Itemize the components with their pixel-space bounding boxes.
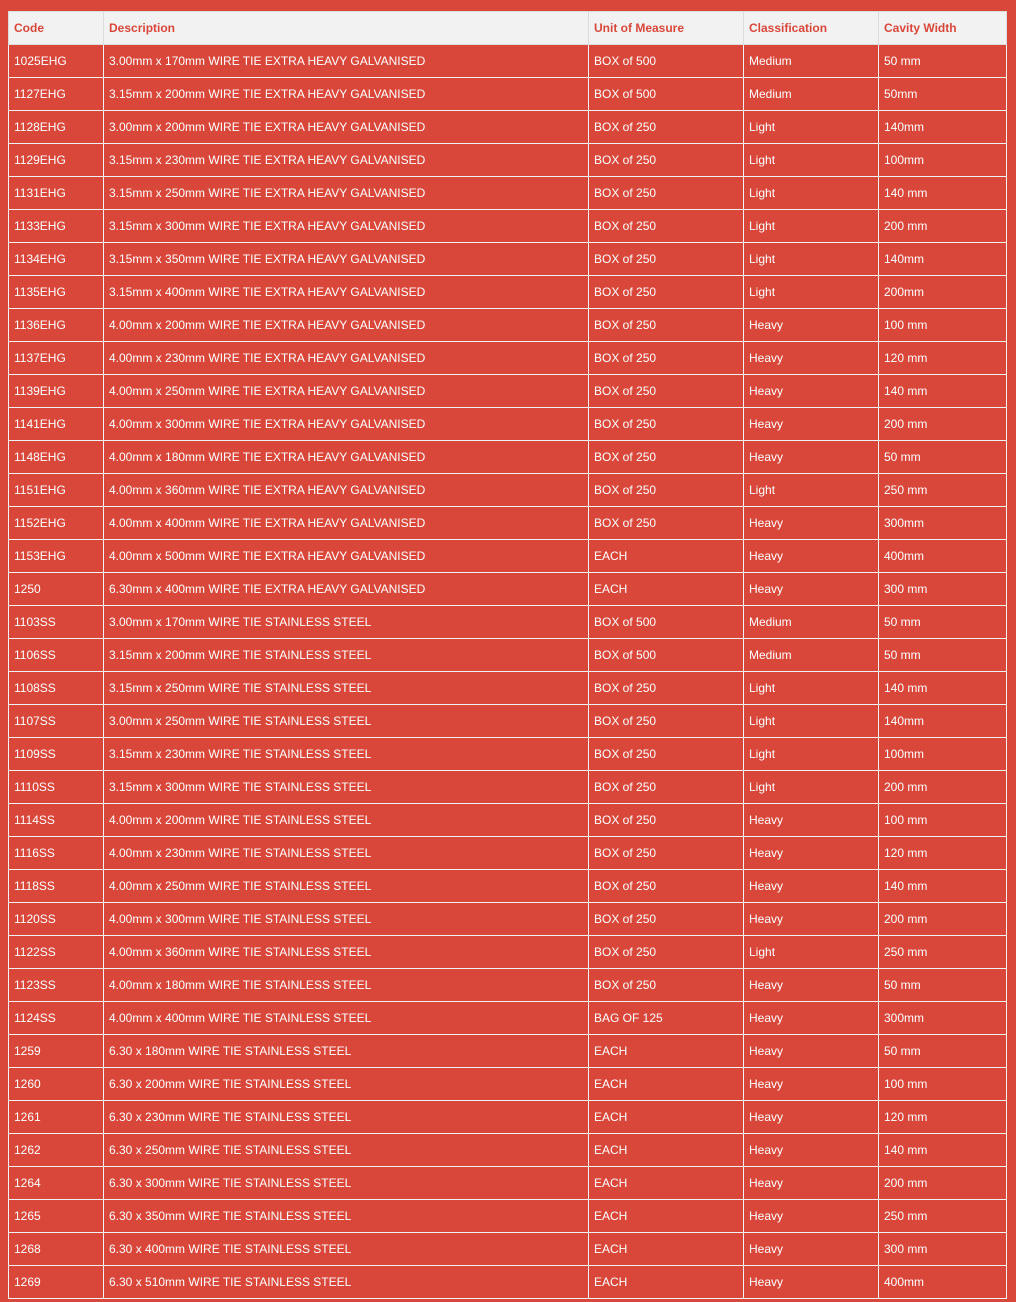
code-cell: 1250 bbox=[9, 573, 104, 606]
code-cell: 1133EHG bbox=[9, 210, 104, 243]
unit-of-measure-cell: BOX of 250 bbox=[589, 738, 744, 771]
table-row bbox=[9, 540, 1007, 573]
cavity-width-cell: 400mm bbox=[879, 540, 1007, 573]
cavity-width-cell: 120 mm bbox=[879, 837, 1007, 870]
description-cell: 6.30 x 250mm WIRE TIE STAINLESS STEEL bbox=[104, 1134, 589, 1167]
description-cell: 3.15mm x 230mm WIRE TIE EXTRA HEAVY GALVANISED bbox=[104, 144, 589, 177]
classification-cell: Heavy bbox=[744, 1101, 879, 1134]
table-row bbox=[9, 738, 1007, 771]
table-row bbox=[9, 474, 1007, 507]
classification-cell: Light bbox=[744, 738, 879, 771]
table-body bbox=[9, 45, 1007, 1299]
unit-of-measure-cell: BOX of 250 bbox=[589, 243, 744, 276]
description-cell: 6.30 x 510mm WIRE TIE STAINLESS STEEL bbox=[104, 1266, 589, 1299]
cavity-width-cell: 50 mm bbox=[879, 969, 1007, 1002]
code-cell: 1261 bbox=[9, 1101, 104, 1134]
unit-of-measure-cell: EACH bbox=[589, 1068, 744, 1101]
code-cell: 1134EHG bbox=[9, 243, 104, 276]
code-cell: 1107SS bbox=[9, 705, 104, 738]
cavity-width-cell: 300mm bbox=[879, 507, 1007, 540]
classification-cell: Light bbox=[744, 474, 879, 507]
unit-of-measure-cell: BOX of 250 bbox=[589, 903, 744, 936]
unit-of-measure-cell: BOX of 250 bbox=[589, 672, 744, 705]
table-row bbox=[9, 408, 1007, 441]
table-row bbox=[9, 45, 1007, 78]
classification-cell: Heavy bbox=[744, 342, 879, 375]
table-row bbox=[9, 1233, 1007, 1266]
description-cell: 4.00mm x 230mm WIRE TIE STAINLESS STEEL bbox=[104, 837, 589, 870]
code-cell: 1260 bbox=[9, 1068, 104, 1101]
code-cell: 1124SS bbox=[9, 1002, 104, 1035]
description-cell: 3.15mm x 300mm WIRE TIE EXTRA HEAVY GALVANISED bbox=[104, 210, 589, 243]
unit-of-measure-cell: BOX of 250 bbox=[589, 771, 744, 804]
classification-cell: Heavy bbox=[744, 309, 879, 342]
table-row bbox=[9, 936, 1007, 969]
unit-of-measure-cell: EACH bbox=[589, 540, 744, 573]
table-row bbox=[9, 177, 1007, 210]
description-cell: 4.00mm x 360mm WIRE TIE EXTRA HEAVY GALVANISED bbox=[104, 474, 589, 507]
code-cell: 1110SS bbox=[9, 771, 104, 804]
description-cell: 3.15mm x 400mm WIRE TIE EXTRA HEAVY GALVANISED bbox=[104, 276, 589, 309]
code-cell: 1259 bbox=[9, 1035, 104, 1068]
cavity-width-cell: 400mm bbox=[879, 1266, 1007, 1299]
unit-of-measure-cell: EACH bbox=[589, 1167, 744, 1200]
code-cell: 1269 bbox=[9, 1266, 104, 1299]
code-cell: 1106SS bbox=[9, 639, 104, 672]
code-cell: 1109SS bbox=[9, 738, 104, 771]
unit-of-measure-cell: EACH bbox=[589, 1200, 744, 1233]
unit-of-measure-cell: EACH bbox=[589, 573, 744, 606]
cavity-width-cell: 140 mm bbox=[879, 375, 1007, 408]
unit-of-measure-cell: BOX of 250 bbox=[589, 936, 744, 969]
code-cell: 1123SS bbox=[9, 969, 104, 1002]
cavity-width-cell: 200 mm bbox=[879, 903, 1007, 936]
table-row bbox=[9, 672, 1007, 705]
table-row bbox=[9, 1200, 1007, 1233]
header-code[interactable]: Code bbox=[9, 12, 104, 45]
unit-of-measure-cell: BOX of 250 bbox=[589, 441, 744, 474]
unit-of-measure-cell: BOX of 500 bbox=[589, 606, 744, 639]
code-cell: 1264 bbox=[9, 1167, 104, 1200]
description-cell: 4.00mm x 500mm WIRE TIE EXTRA HEAVY GALVANISED bbox=[104, 540, 589, 573]
classification-cell: Light bbox=[744, 144, 879, 177]
code-cell: 1139EHG bbox=[9, 375, 104, 408]
classification-cell: Heavy bbox=[744, 540, 879, 573]
description-cell: 4.00mm x 250mm WIRE TIE EXTRA HEAVY GALVANISED bbox=[104, 375, 589, 408]
table-header-row bbox=[9, 12, 1007, 45]
cavity-width-cell: 140 mm bbox=[879, 177, 1007, 210]
description-cell: 4.00mm x 180mm WIRE TIE EXTRA HEAVY GALVANISED bbox=[104, 441, 589, 474]
unit-of-measure-cell: BOX of 500 bbox=[589, 45, 744, 78]
cavity-width-cell: 140mm bbox=[879, 111, 1007, 144]
classification-cell: Heavy bbox=[744, 1233, 879, 1266]
table-row bbox=[9, 606, 1007, 639]
description-cell: 4.00mm x 400mm WIRE TIE STAINLESS STEEL bbox=[104, 1002, 589, 1035]
description-cell: 4.00mm x 400mm WIRE TIE EXTRA HEAVY GALVANISED bbox=[104, 507, 589, 540]
code-cell: 1137EHG bbox=[9, 342, 104, 375]
code-cell: 1135EHG bbox=[9, 276, 104, 309]
table-row bbox=[9, 441, 1007, 474]
description-cell: 4.00mm x 200mm WIRE TIE STAINLESS STEEL bbox=[104, 804, 589, 837]
description-cell: 3.15mm x 250mm WIRE TIE STAINLESS STEEL bbox=[104, 672, 589, 705]
table-row bbox=[9, 837, 1007, 870]
unit-of-measure-cell: BOX of 250 bbox=[589, 969, 744, 1002]
description-cell: 3.15mm x 230mm WIRE TIE STAINLESS STEEL bbox=[104, 738, 589, 771]
classification-cell: Light bbox=[744, 771, 879, 804]
unit-of-measure-cell: BOX of 250 bbox=[589, 507, 744, 540]
cavity-width-cell: 140mm bbox=[879, 243, 1007, 276]
classification-cell: Light bbox=[744, 936, 879, 969]
table-row bbox=[9, 111, 1007, 144]
cavity-width-cell: 140 mm bbox=[879, 672, 1007, 705]
table-row bbox=[9, 573, 1007, 606]
unit-of-measure-cell: BOX of 250 bbox=[589, 276, 744, 309]
table-row bbox=[9, 309, 1007, 342]
description-cell: 4.00mm x 180mm WIRE TIE STAINLESS STEEL bbox=[104, 969, 589, 1002]
description-cell: 6.30 x 230mm WIRE TIE STAINLESS STEEL bbox=[104, 1101, 589, 1134]
classification-cell: Light bbox=[744, 177, 879, 210]
table-row bbox=[9, 210, 1007, 243]
code-cell: 1151EHG bbox=[9, 474, 104, 507]
table-row bbox=[9, 870, 1007, 903]
description-cell: 3.15mm x 200mm WIRE TIE STAINLESS STEEL bbox=[104, 639, 589, 672]
description-cell: 4.00mm x 250mm WIRE TIE STAINLESS STEEL bbox=[104, 870, 589, 903]
unit-of-measure-cell: BOX of 250 bbox=[589, 144, 744, 177]
cavity-width-cell: 100 mm bbox=[879, 804, 1007, 837]
cavity-width-cell: 140 mm bbox=[879, 1134, 1007, 1167]
code-cell: 1116SS bbox=[9, 837, 104, 870]
table-row bbox=[9, 771, 1007, 804]
code-cell: 1265 bbox=[9, 1200, 104, 1233]
classification-cell: Heavy bbox=[744, 1068, 879, 1101]
unit-of-measure-cell: BOX of 250 bbox=[589, 804, 744, 837]
header-unit-of-measure[interactable]: Unit of Measure bbox=[589, 12, 744, 45]
table-row bbox=[9, 1134, 1007, 1167]
cavity-width-cell: 100mm bbox=[879, 738, 1007, 771]
table-row bbox=[9, 1002, 1007, 1035]
cavity-width-cell: 200 mm bbox=[879, 408, 1007, 441]
code-cell: 1103SS bbox=[9, 606, 104, 639]
code-cell: 1025EHG bbox=[9, 45, 104, 78]
description-cell: 3.15mm x 350mm WIRE TIE EXTRA HEAVY GALVANISED bbox=[104, 243, 589, 276]
code-cell: 1120SS bbox=[9, 903, 104, 936]
classification-cell: Light bbox=[744, 210, 879, 243]
description-cell: 4.00mm x 230mm WIRE TIE EXTRA HEAVY GALVANISED bbox=[104, 342, 589, 375]
table-row bbox=[9, 375, 1007, 408]
cavity-width-cell: 50 mm bbox=[879, 639, 1007, 672]
table-row bbox=[9, 969, 1007, 1002]
header-classification[interactable]: Classification bbox=[744, 12, 879, 45]
code-cell: 1129EHG bbox=[9, 144, 104, 177]
cavity-width-cell: 200 mm bbox=[879, 771, 1007, 804]
table-row bbox=[9, 1266, 1007, 1299]
description-cell: 3.00mm x 170mm WIRE TIE STAINLESS STEEL bbox=[104, 606, 589, 639]
cavity-width-cell: 140mm bbox=[879, 705, 1007, 738]
description-cell: 4.00mm x 360mm WIRE TIE STAINLESS STEEL bbox=[104, 936, 589, 969]
cavity-width-cell: 250 mm bbox=[879, 936, 1007, 969]
classification-cell: Heavy bbox=[744, 870, 879, 903]
table-row bbox=[9, 78, 1007, 111]
cavity-width-cell: 120 mm bbox=[879, 1101, 1007, 1134]
description-cell: 6.30mm x 400mm WIRE TIE EXTRA HEAVY GALVANISED bbox=[104, 573, 589, 606]
classification-cell: Heavy bbox=[744, 1134, 879, 1167]
product-table bbox=[8, 11, 1007, 1299]
unit-of-measure-cell: BOX of 250 bbox=[589, 210, 744, 243]
cavity-width-cell: 200 mm bbox=[879, 210, 1007, 243]
code-cell: 1114SS bbox=[9, 804, 104, 837]
description-cell: 3.15mm x 250mm WIRE TIE EXTRA HEAVY GALVANISED bbox=[104, 177, 589, 210]
table-row bbox=[9, 144, 1007, 177]
cavity-width-cell: 100 mm bbox=[879, 1068, 1007, 1101]
unit-of-measure-cell: BOX of 500 bbox=[589, 639, 744, 672]
classification-cell: Light bbox=[744, 276, 879, 309]
cavity-width-cell: 50mm bbox=[879, 78, 1007, 111]
unit-of-measure-cell: BOX of 250 bbox=[589, 408, 744, 441]
description-cell: 3.00mm x 170mm WIRE TIE EXTRA HEAVY GALVANISED bbox=[104, 45, 589, 78]
unit-of-measure-cell: BOX of 250 bbox=[589, 705, 744, 738]
classification-cell: Medium bbox=[744, 78, 879, 111]
code-cell: 1262 bbox=[9, 1134, 104, 1167]
classification-cell: Heavy bbox=[744, 903, 879, 936]
classification-cell: Heavy bbox=[744, 1035, 879, 1068]
table-row bbox=[9, 507, 1007, 540]
code-cell: 1127EHG bbox=[9, 78, 104, 111]
table-row bbox=[9, 1167, 1007, 1200]
table-row bbox=[9, 243, 1007, 276]
classification-cell: Heavy bbox=[744, 1167, 879, 1200]
table-row bbox=[9, 1068, 1007, 1101]
unit-of-measure-cell: BOX of 250 bbox=[589, 309, 744, 342]
cavity-width-cell: 100mm bbox=[879, 144, 1007, 177]
unit-of-measure-cell: BAG OF 125 bbox=[589, 1002, 744, 1035]
classification-cell: Heavy bbox=[744, 408, 879, 441]
unit-of-measure-cell: BOX of 250 bbox=[589, 177, 744, 210]
table-row bbox=[9, 705, 1007, 738]
cavity-width-cell: 250 mm bbox=[879, 1200, 1007, 1233]
table-row bbox=[9, 342, 1007, 375]
unit-of-measure-cell: EACH bbox=[589, 1266, 744, 1299]
code-cell: 1268 bbox=[9, 1233, 104, 1266]
cavity-width-cell: 200mm bbox=[879, 276, 1007, 309]
code-cell: 1136EHG bbox=[9, 309, 104, 342]
unit-of-measure-cell: BOX of 250 bbox=[589, 111, 744, 144]
classification-cell: Heavy bbox=[744, 804, 879, 837]
code-cell: 1122SS bbox=[9, 936, 104, 969]
cavity-width-cell: 250 mm bbox=[879, 474, 1007, 507]
cavity-width-cell: 300 mm bbox=[879, 1233, 1007, 1266]
classification-cell: Heavy bbox=[744, 1002, 879, 1035]
classification-cell: Light bbox=[744, 705, 879, 738]
classification-cell: Medium bbox=[744, 45, 879, 78]
cavity-width-cell: 200 mm bbox=[879, 1167, 1007, 1200]
code-cell: 1141EHG bbox=[9, 408, 104, 441]
header-cavity-width[interactable]: Cavity Width bbox=[879, 12, 1007, 45]
description-cell: 4.00mm x 300mm WIRE TIE EXTRA HEAVY GALVANISED bbox=[104, 408, 589, 441]
classification-cell: Heavy bbox=[744, 573, 879, 606]
code-cell: 1148EHG bbox=[9, 441, 104, 474]
description-cell: 6.30 x 300mm WIRE TIE STAINLESS STEEL bbox=[104, 1167, 589, 1200]
unit-of-measure-cell: EACH bbox=[589, 1233, 744, 1266]
classification-cell: Heavy bbox=[744, 1266, 879, 1299]
unit-of-measure-cell: BOX of 250 bbox=[589, 837, 744, 870]
classification-cell: Light bbox=[744, 243, 879, 276]
cavity-width-cell: 120 mm bbox=[879, 342, 1007, 375]
table-row bbox=[9, 276, 1007, 309]
unit-of-measure-cell: BOX of 250 bbox=[589, 870, 744, 903]
cavity-width-cell: 50 mm bbox=[879, 45, 1007, 78]
description-cell: 6.30 x 200mm WIRE TIE STAINLESS STEEL bbox=[104, 1068, 589, 1101]
cavity-width-cell: 140 mm bbox=[879, 870, 1007, 903]
description-cell: 3.15mm x 300mm WIRE TIE STAINLESS STEEL bbox=[104, 771, 589, 804]
unit-of-measure-cell: EACH bbox=[589, 1134, 744, 1167]
table-row bbox=[9, 903, 1007, 936]
cavity-width-cell: 300mm bbox=[879, 1002, 1007, 1035]
classification-cell: Heavy bbox=[744, 1200, 879, 1233]
code-cell: 1108SS bbox=[9, 672, 104, 705]
table-row bbox=[9, 804, 1007, 837]
description-cell: 4.00mm x 300mm WIRE TIE STAINLESS STEEL bbox=[104, 903, 589, 936]
unit-of-measure-cell: BOX of 500 bbox=[589, 78, 744, 111]
classification-cell: Medium bbox=[744, 606, 879, 639]
cavity-width-cell: 300 mm bbox=[879, 573, 1007, 606]
description-cell: 3.15mm x 200mm WIRE TIE EXTRA HEAVY GALVANISED bbox=[104, 78, 589, 111]
code-cell: 1118SS bbox=[9, 870, 104, 903]
header-description[interactable]: Description bbox=[104, 12, 589, 45]
code-cell: 1128EHG bbox=[9, 111, 104, 144]
unit-of-measure-cell: BOX of 250 bbox=[589, 375, 744, 408]
description-cell: 3.00mm x 200mm WIRE TIE EXTRA HEAVY GALVANISED bbox=[104, 111, 589, 144]
classification-cell: Heavy bbox=[744, 375, 879, 408]
classification-cell: Heavy bbox=[744, 507, 879, 540]
cavity-width-cell: 50 mm bbox=[879, 606, 1007, 639]
cavity-width-cell: 100 mm bbox=[879, 309, 1007, 342]
description-cell: 3.00mm x 250mm WIRE TIE STAINLESS STEEL bbox=[104, 705, 589, 738]
table-row bbox=[9, 1035, 1007, 1068]
classification-cell: Light bbox=[744, 672, 879, 705]
cavity-width-cell: 50 mm bbox=[879, 441, 1007, 474]
classification-cell: Light bbox=[744, 111, 879, 144]
classification-cell: Heavy bbox=[744, 837, 879, 870]
unit-of-measure-cell: EACH bbox=[589, 1101, 744, 1134]
description-cell: 4.00mm x 200mm WIRE TIE EXTRA HEAVY GALVANISED bbox=[104, 309, 589, 342]
table-row bbox=[9, 639, 1007, 672]
description-cell: 6.30 x 400mm WIRE TIE STAINLESS STEEL bbox=[104, 1233, 589, 1266]
unit-of-measure-cell: EACH bbox=[589, 1035, 744, 1068]
table-row bbox=[9, 1101, 1007, 1134]
classification-cell: Heavy bbox=[744, 969, 879, 1002]
cavity-width-cell: 50 mm bbox=[879, 1035, 1007, 1068]
code-cell: 1131EHG bbox=[9, 177, 104, 210]
description-cell: 6.30 x 180mm WIRE TIE STAINLESS STEEL bbox=[104, 1035, 589, 1068]
description-cell: 6.30 x 350mm WIRE TIE STAINLESS STEEL bbox=[104, 1200, 589, 1233]
classification-cell: Medium bbox=[744, 639, 879, 672]
unit-of-measure-cell: BOX of 250 bbox=[589, 342, 744, 375]
code-cell: 1152EHG bbox=[9, 507, 104, 540]
classification-cell: Heavy bbox=[744, 441, 879, 474]
code-cell: 1153EHG bbox=[9, 540, 104, 573]
unit-of-measure-cell: BOX of 250 bbox=[589, 474, 744, 507]
